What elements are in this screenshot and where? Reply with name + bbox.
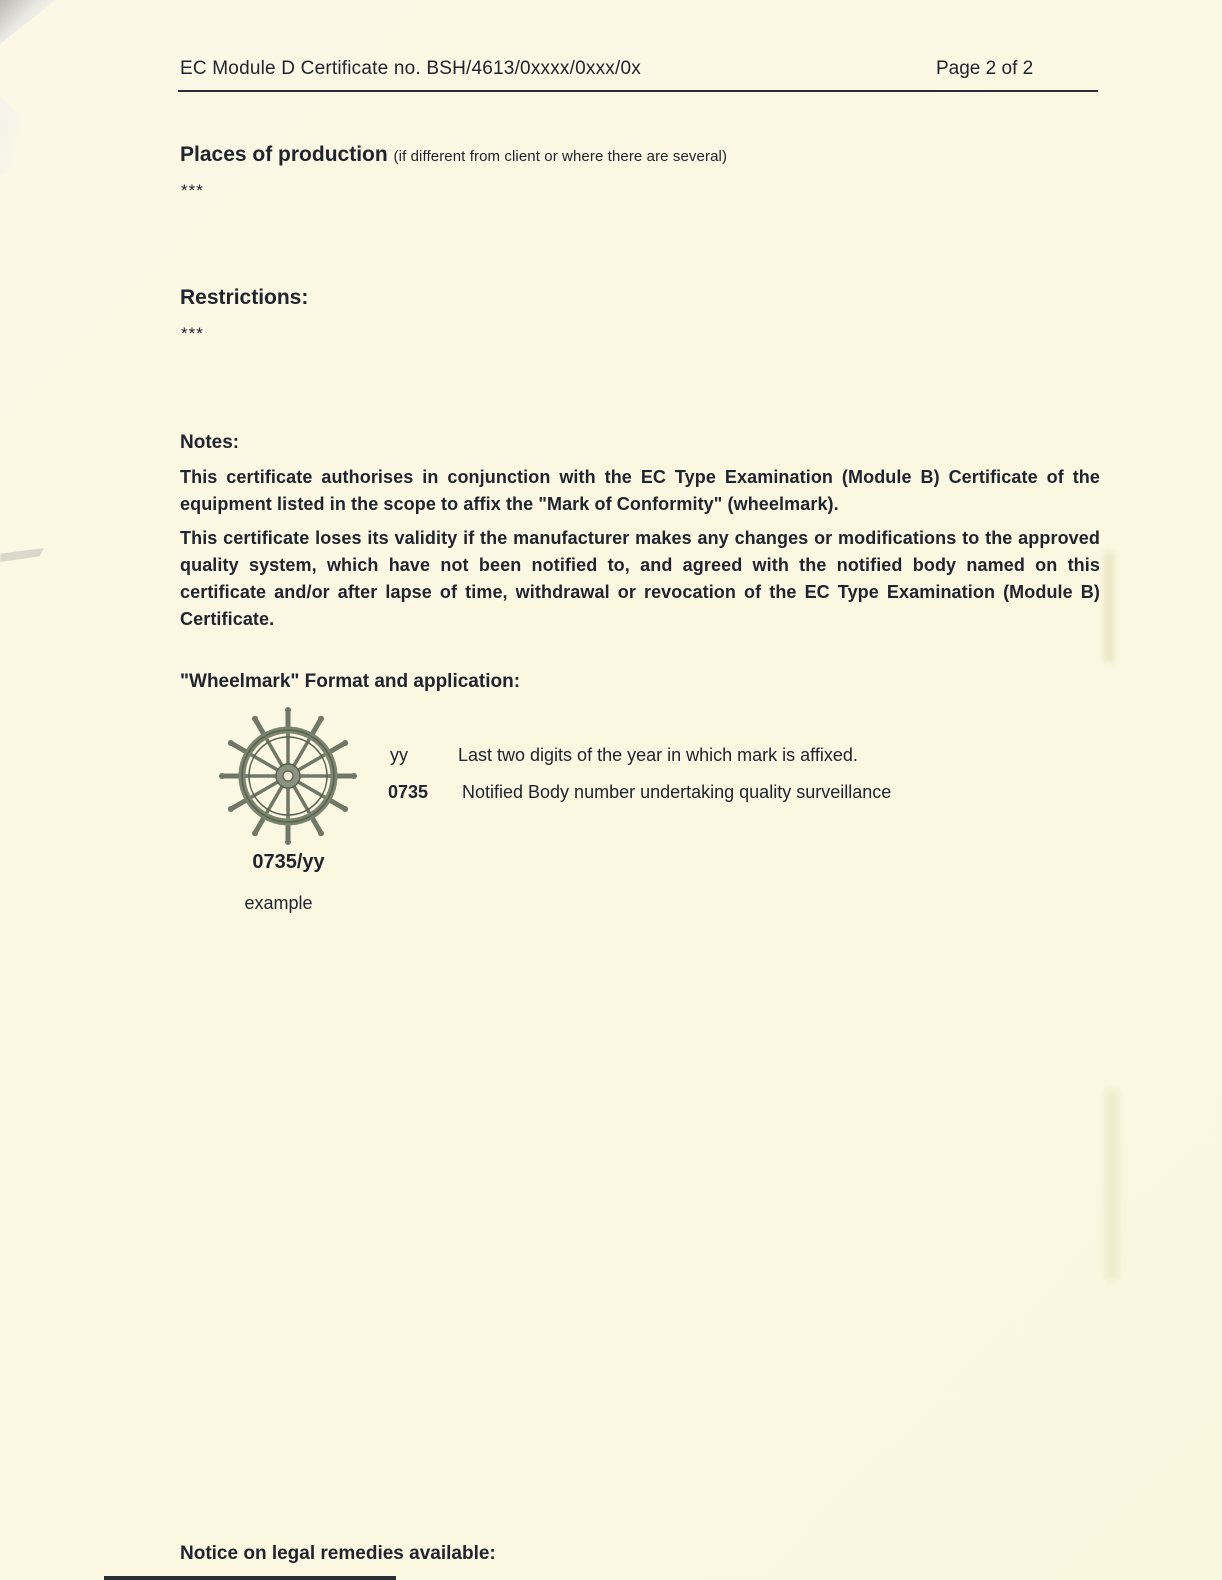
- notes-heading: Notes:: [180, 432, 240, 453]
- scan-artifact-bottom-line: [104, 1576, 396, 1580]
- wheelmark-heading: "Wheelmark" Format and application:: [180, 671, 521, 692]
- ship-wheel-svg: [215, 703, 361, 849]
- scan-artifact-corner: [0, 0, 56, 44]
- notes-paragraph-1: This certificate authorises in conjunction with the EC Type Examination (Module B) Certificate of the equipment listed in the scope to affix the "Mark of Conformity" (wheelmark).: [180, 467, 1100, 514]
- legal-remedies-heading: Notice on legal remedies available:: [180, 1543, 496, 1564]
- scan-artifact-shadow: [1106, 1090, 1118, 1280]
- restrictions-heading: Restrictions:: [180, 286, 309, 309]
- ship-wheel-icon: [215, 703, 361, 849]
- restrictions-value: ***: [181, 324, 204, 343]
- scan-artifact-shadow: [1104, 552, 1114, 662]
- places-of-production-value: ***: [181, 181, 204, 200]
- scan-artifact-left-edge: [0, 96, 26, 174]
- legend-term-0735: 0735: [388, 782, 429, 802]
- places-of-production-label: Places of production: [180, 143, 388, 166]
- places-of-production-note: (if different from client or where there are several): [393, 148, 728, 165]
- legend-desc-yy: Last two digits of the year in which mark is affixed.: [458, 745, 858, 765]
- page-number: Page 2 of 2: [936, 58, 1034, 79]
- notes-paragraph-2: This certificate loses its validity if the manufacturer makes any changes or modifications to the approved quality system, which have not been notified to, and agreed with the notified body named on this certificate and/or after lapse of time, withdrawal or revocation of the EC Type Examination (Module B) Certificate.: [180, 528, 1100, 629]
- legend-term-yy: yy: [390, 745, 408, 765]
- scan-artifact-smudge: [0, 548, 44, 562]
- document-title: EC Module D Certificate no. BSH/4613/0xxxx/0xxx/0x: [180, 58, 641, 79]
- legend-desc-0735: Notified Body number undertaking quality surveillance: [462, 782, 892, 802]
- header-rule: [178, 90, 1098, 92]
- places-of-production-heading: [180, 143, 727, 167]
- wheelmark-code: 0735/yy: [252, 851, 325, 873]
- wheelmark-example-label: example: [244, 893, 313, 913]
